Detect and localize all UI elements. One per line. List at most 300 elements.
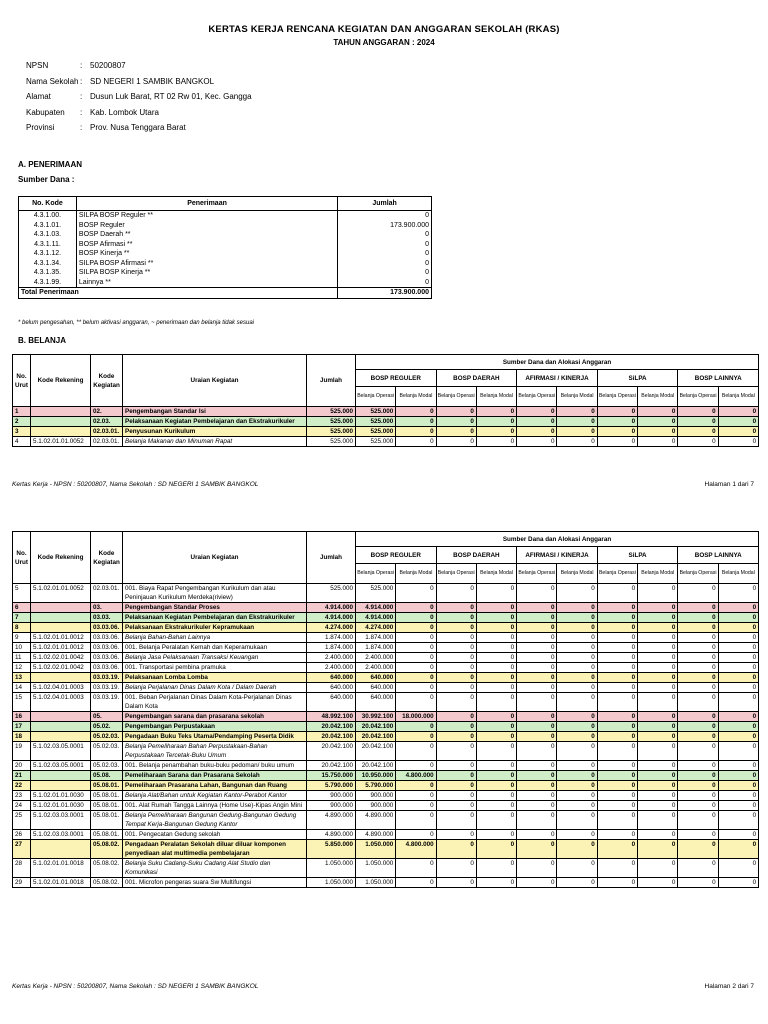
cell-alokasi: 0 — [597, 623, 637, 633]
cell-alokasi: 0 — [517, 673, 557, 683]
cell-alokasi: 0 — [517, 781, 557, 791]
cell-alokasi: 0 — [557, 840, 597, 859]
cell-no: 22 — [13, 781, 31, 791]
cell-alokasi: 0 — [436, 653, 476, 663]
cell-alokasi: 0 — [678, 417, 718, 427]
cell-no: 8 — [13, 623, 31, 633]
cell-uraian: 001. Belanja penambahan buku-buku pedoman/ buku umum — [123, 761, 307, 771]
cell-uraian: Pemeliharaan Prasarana Lahan, Bangunan dan Ruang — [123, 781, 307, 791]
cell-alokasi: 0 — [718, 781, 758, 791]
cell-jumlah: 2.400.000 — [307, 653, 356, 663]
cell-alokasi: 0 — [597, 742, 637, 761]
col-header-belanja-modal: Belanja Modal — [638, 564, 678, 584]
col-header-belanja-modal: Belanja Modal — [557, 387, 597, 407]
table-row — [19, 240, 432, 250]
col-header-fund-group: BOSP REGULER — [356, 547, 437, 564]
cell-alokasi: 0 — [678, 791, 718, 801]
cell-alokasi: 0 — [718, 771, 758, 781]
col-header-belanja-operasi: Belanja Operasi — [678, 387, 718, 407]
table-row — [13, 427, 759, 437]
cell-alokasi: 0 — [436, 603, 476, 613]
cell-no: 3 — [13, 427, 31, 437]
cell-alokasi: 0 — [476, 712, 516, 722]
cell-alokasi: 0 — [597, 407, 637, 417]
cell-jumlah: 15.750.000 — [307, 771, 356, 781]
cell-alokasi: 0 — [436, 781, 476, 791]
info-value: Dusun Luk Barat, RT 02 Rw 01, Kec. Gangga — [90, 92, 252, 102]
cell-alokasi: 0 — [597, 417, 637, 427]
cell-alokasi: 5.790.000 — [356, 781, 396, 791]
cell-alokasi: 0 — [638, 791, 678, 801]
cell-kode-kegiatan: 03.03.06. — [91, 633, 123, 643]
cell-alokasi: 0 — [436, 840, 476, 859]
sumber-dana-label: Sumber Dana : — [18, 175, 75, 184]
cell-alokasi: 0 — [476, 643, 516, 653]
cell-alokasi: 0 — [436, 742, 476, 761]
cell-alokasi: 0 — [396, 633, 436, 643]
col-header-fund-group: BOSP REGULER — [356, 370, 437, 387]
cell-alokasi: 1.050.000 — [356, 859, 396, 878]
cell-alokasi: 900.000 — [356, 791, 396, 801]
cell-alokasi: 4.890.000 — [356, 830, 396, 840]
cell-alokasi: 20.042.100 — [356, 742, 396, 761]
cell-alokasi: 0 — [597, 761, 637, 771]
cell-jumlah: 0 — [338, 259, 432, 269]
cell-alokasi: 0 — [517, 653, 557, 663]
cell-alokasi: 0 — [436, 643, 476, 653]
cell-kode-rekening: 5.1.02.03.05.0001 — [31, 742, 91, 761]
cell-kode-rekening — [31, 712, 91, 722]
col-header-belanja-operasi: Belanja Operasi — [597, 387, 637, 407]
cell-alokasi: 0 — [597, 830, 637, 840]
cell-alokasi: 0 — [517, 427, 557, 437]
cell-kode-rekening: 5.1.02.02.01.0042 — [31, 663, 91, 673]
cell-alokasi: 0 — [718, 683, 758, 693]
cell-alokasi: 0 — [597, 613, 637, 623]
cell-kode-kegiatan: 02.03.01. — [91, 584, 123, 603]
cell-jumlah: 525.000 — [307, 427, 356, 437]
cell-alokasi: 0 — [718, 722, 758, 732]
cell-alokasi: 0 — [396, 791, 436, 801]
cell-uraian: Pengembangan Standar Proses — [123, 603, 307, 613]
cell-alokasi: 0 — [557, 732, 597, 742]
cell-alokasi: 0 — [557, 742, 597, 761]
cell-kode-kegiatan: 05.08.01. — [91, 830, 123, 840]
cell-no: 5 — [13, 584, 31, 603]
table-row — [13, 407, 759, 417]
cell-jumlah: 525.000 — [307, 437, 356, 447]
col-header-belanja-operasi: Belanja Operasi — [356, 387, 396, 407]
cell-alokasi: 0 — [678, 722, 718, 732]
cell-kode-rekening — [31, 840, 91, 859]
cell-kode-rekening — [31, 623, 91, 633]
col-header-sumber-dana: Sumber Dana dan Alokasi Anggaran — [356, 355, 759, 370]
cell-jumlah: 900.000 — [307, 791, 356, 801]
col-header-belanja-modal: Belanja Modal — [638, 387, 678, 407]
cell-alokasi: 0 — [638, 427, 678, 437]
cell-no: 15 — [13, 693, 31, 712]
cell-alokasi: 0 — [718, 673, 758, 683]
cell-alokasi: 640.000 — [356, 673, 396, 683]
cell-alokasi: 0 — [678, 840, 718, 859]
cell-alokasi: 0 — [557, 859, 597, 878]
cell-jumlah: 4.914.000 — [307, 613, 356, 623]
table-row — [13, 878, 759, 888]
cell-alokasi: 0 — [597, 859, 637, 878]
cell-jumlah: 640.000 — [307, 673, 356, 683]
cell-jumlah: 1.050.000 — [307, 878, 356, 888]
cell-penerimaan: Lainnya ** — [76, 278, 337, 288]
cell-no: 23 — [13, 791, 31, 801]
cell-alokasi: 0 — [678, 732, 718, 742]
cell-kode-rekening: 5.1.02.01.01.0018 — [31, 859, 91, 878]
cell-alokasi: 0 — [436, 623, 476, 633]
cell-jumlah: 4.890.000 — [307, 811, 356, 830]
cell-uraian: Belanja Jasa Pelaksanaan Transaksi Keuangan — [123, 653, 307, 663]
info-colon: : — [80, 107, 83, 117]
cell-kode-kegiatan: 05.08.01. — [91, 791, 123, 801]
cell-jumlah: 4.914.000 — [307, 603, 356, 613]
cell-kode-rekening — [31, 673, 91, 683]
table-row — [13, 801, 759, 811]
cell-alokasi: 0 — [476, 811, 516, 830]
total-label: Total Penerimaan — [19, 288, 338, 299]
table-row — [13, 417, 759, 427]
cell-alokasi: 0 — [597, 712, 637, 722]
cell-alokasi: 0 — [638, 693, 678, 712]
cell-alokasi: 0 — [597, 437, 637, 447]
cell-kode-rekening: 5.1.02.01.01.0018 — [31, 878, 91, 888]
cell-kode-kegiatan: 05.02.03. — [91, 732, 123, 742]
cell-alokasi: 0 — [396, 742, 436, 761]
cell-jumlah: 5.850.000 — [307, 840, 356, 859]
cell-kode-kegiatan: 05.08.01. — [91, 801, 123, 811]
cell-kode-rekening — [31, 407, 91, 417]
footer-left: Kertas Kerja - NPSN : 50200807, Nama Sekolah : SD NEGERI 1 SAMBIK BANGKOL — [12, 983, 259, 990]
cell-kode-kegiatan: 03.03.06. — [91, 643, 123, 653]
cell-alokasi: 0 — [638, 878, 678, 888]
info-colon: : — [80, 76, 83, 86]
cell-alokasi: 0 — [597, 781, 637, 791]
info-value: Prov. Nusa Tenggara Barat — [90, 123, 186, 133]
cell-alokasi: 0 — [718, 633, 758, 643]
cell-kode: 4.3.1.34. — [19, 259, 77, 269]
cell-jumlah: 0 — [338, 211, 432, 221]
cell-alokasi: 0 — [476, 623, 516, 633]
cell-no: 9 — [13, 633, 31, 643]
cell-alokasi: 0 — [597, 722, 637, 732]
cell-alokasi: 0 — [638, 840, 678, 859]
table-row — [13, 584, 759, 603]
cell-jumlah: 5.790.000 — [307, 781, 356, 791]
cell-alokasi: 0 — [517, 663, 557, 673]
cell-alokasi: 0 — [597, 683, 637, 693]
cell-alokasi: 0 — [517, 791, 557, 801]
cell-alokasi: 0 — [517, 830, 557, 840]
cell-kode: 4.3.1.35. — [19, 268, 77, 278]
cell-uraian: Belanja Alat/Bahan untuk Kegiatan Kantor-Perabot Kantor — [123, 791, 307, 801]
cell-alokasi: 0 — [396, 878, 436, 888]
cell-alokasi: 0 — [678, 771, 718, 781]
col-header-uraian: Uraian Kegiatan — [123, 532, 307, 584]
cell-alokasi: 1.874.000 — [356, 633, 396, 643]
col-header-belanja-modal: Belanja Modal — [396, 387, 436, 407]
info-colon: : — [80, 92, 83, 102]
cell-jumlah: 173.900.000 — [338, 221, 432, 231]
cell-kode-kegiatan: 03.03.06. — [91, 623, 123, 633]
table-row — [19, 268, 432, 278]
cell-no: 6 — [13, 603, 31, 613]
cell-kode-rekening: 5.1.02.04.01.0003 — [31, 683, 91, 693]
cell-alokasi: 0 — [718, 801, 758, 811]
table-row — [13, 663, 759, 673]
cell-jumlah: 1.874.000 — [307, 633, 356, 643]
cell-alokasi: 0 — [718, 712, 758, 722]
cell-alokasi: 0 — [597, 663, 637, 673]
cell-alokasi: 0 — [678, 742, 718, 761]
cell-alokasi: 4.914.000 — [356, 613, 396, 623]
cell-alokasi: 0 — [476, 653, 516, 663]
cell-alokasi: 0 — [597, 878, 637, 888]
cell-alokasi: 0 — [476, 407, 516, 417]
cell-kode-kegiatan: 05.02. — [91, 722, 123, 732]
cell-alokasi: 0 — [436, 712, 476, 722]
cell-alokasi: 0 — [517, 878, 557, 888]
cell-alokasi: 0 — [476, 427, 516, 437]
cell-no: 2 — [13, 417, 31, 427]
col-header-belanja-modal: Belanja Modal — [476, 564, 516, 584]
footer-page-number: Halaman 1 dari 7 — [704, 481, 754, 488]
cell-alokasi: 0 — [718, 603, 758, 613]
cell-alokasi: 0 — [517, 712, 557, 722]
cell-alokasi: 0 — [638, 811, 678, 830]
info-value: SD NEGERI 1 SAMBIK BANGKOL — [90, 76, 215, 86]
col-header-belanja-operasi: Belanja Operasi — [356, 564, 396, 584]
table-row — [19, 259, 432, 269]
cell-alokasi: 2.400.000 — [356, 663, 396, 673]
table-row — [13, 603, 759, 613]
cell-alokasi: 640.000 — [356, 693, 396, 712]
cell-kode-rekening: 5.1.02.01.01.0012 — [31, 633, 91, 643]
cell-alokasi: 0 — [678, 613, 718, 623]
cell-alokasi: 0 — [396, 859, 436, 878]
cell-uraian: 001. Alat Rumah Tangga Lainnya (Home Use)-Kipas Angin Mini — [123, 801, 307, 811]
col-header-penerimaan: Penerimaan — [76, 197, 337, 211]
cell-kode-kegiatan: 03.03.06. — [91, 663, 123, 673]
table-row — [13, 673, 759, 683]
cell-alokasi: 0 — [557, 791, 597, 801]
table-row — [13, 613, 759, 623]
cell-alokasi: 0 — [396, 683, 436, 693]
cell-alokasi: 0 — [396, 603, 436, 613]
cell-alokasi: 0 — [476, 878, 516, 888]
cell-alokasi: 18.000.000 — [396, 712, 436, 722]
table-row — [13, 742, 759, 761]
cell-alokasi: 0 — [436, 663, 476, 673]
table-row — [13, 623, 759, 633]
cell-alokasi: 0 — [436, 427, 476, 437]
cell-alokasi: 0 — [638, 417, 678, 427]
cell-no: 13 — [13, 673, 31, 683]
cell-uraian: 001. Beban Perjalanan Dinas Dalam Kota-Perjalanan Dinas Dalam Kota — [123, 693, 307, 712]
cell-alokasi: 0 — [678, 673, 718, 683]
cell-kode-rekening: 5.1.02.01.01.0052 — [31, 437, 91, 447]
cell-alokasi: 0 — [678, 437, 718, 447]
cell-alokasi: 0 — [638, 742, 678, 761]
cell-alokasi: 0 — [436, 761, 476, 771]
cell-alokasi: 0 — [476, 663, 516, 673]
cell-alokasi: 0 — [557, 653, 597, 663]
cell-alokasi: 0 — [678, 623, 718, 633]
table-row — [13, 781, 759, 791]
table-row — [13, 633, 759, 643]
cell-alokasi: 0 — [678, 693, 718, 712]
cell-alokasi: 0 — [638, 623, 678, 633]
belanja-table-page-1 — [12, 354, 759, 447]
cell-alokasi: 525.000 — [356, 417, 396, 427]
cell-alokasi: 0 — [638, 761, 678, 771]
cell-alokasi: 0 — [557, 878, 597, 888]
cell-kode-kegiatan: 05.08. — [91, 771, 123, 781]
cell-jumlah: 2.400.000 — [307, 663, 356, 673]
cell-kode-rekening — [31, 722, 91, 732]
cell-alokasi: 0 — [638, 830, 678, 840]
cell-no: 27 — [13, 840, 31, 859]
cell-alokasi: 0 — [638, 437, 678, 447]
page-2 — [0, 528, 768, 1024]
cell-alokasi: 20.042.100 — [356, 732, 396, 742]
cell-kode-kegiatan: 02.03.01. — [91, 437, 123, 447]
cell-jumlah: 20.042.100 — [307, 761, 356, 771]
cell-uraian: Pemeliharaan Sarana dan Prasarana Sekolah — [123, 771, 307, 781]
cell-kode-rekening: 5.1.02.04.01.0003 — [31, 693, 91, 712]
cell-uraian: Pelaksanaan Ekstrakurikuler Kepramukaan — [123, 623, 307, 633]
cell-alokasi: 0 — [396, 673, 436, 683]
cell-alokasi: 0 — [638, 653, 678, 663]
cell-no: 26 — [13, 830, 31, 840]
cell-no: 4 — [13, 437, 31, 447]
cell-alokasi: 0 — [678, 878, 718, 888]
cell-penerimaan: SILPA BOSP Reguler ** — [76, 211, 337, 221]
cell-alokasi: 0 — [678, 811, 718, 830]
cell-uraian: Belanja Perjalanan Dinas Dalam Kota / Dalam Daerah — [123, 683, 307, 693]
table-row — [19, 211, 432, 221]
cell-kode-rekening — [31, 603, 91, 613]
cell-alokasi: 0 — [396, 584, 436, 603]
section-belanja: B. BELANJA — [18, 336, 67, 345]
cell-alokasi: 1.050.000 — [356, 878, 396, 888]
cell-uraian: 001. Pengecatan Gedung sekolah — [123, 830, 307, 840]
cell-no: 11 — [13, 653, 31, 663]
cell-alokasi: 0 — [597, 801, 637, 811]
info-row — [26, 58, 252, 74]
col-header-no-urut: No. Urut — [13, 355, 31, 407]
cell-alokasi: 0 — [436, 830, 476, 840]
cell-alokasi: 0 — [678, 830, 718, 840]
cell-alokasi: 0 — [638, 859, 678, 878]
cell-alokasi: 0 — [517, 584, 557, 603]
cell-alokasi: 0 — [517, 437, 557, 447]
cell-alokasi: 0 — [718, 643, 758, 653]
cell-kode-kegiatan: 05.02.03. — [91, 761, 123, 771]
cell-alokasi: 0 — [718, 761, 758, 771]
cell-alokasi: 0 — [597, 811, 637, 830]
cell-kode-kegiatan: 02.03. — [91, 417, 123, 427]
cell-alokasi: 640.000 — [356, 683, 396, 693]
cell-alokasi: 0 — [638, 732, 678, 742]
cell-alokasi: 1.050.000 — [356, 840, 396, 859]
cell-alokasi: 525.000 — [356, 427, 396, 437]
cell-alokasi: 0 — [396, 663, 436, 673]
cell-alokasi: 0 — [476, 437, 516, 447]
cell-alokasi: 0 — [678, 603, 718, 613]
cell-alokasi: 0 — [476, 859, 516, 878]
cell-uraian: Pengembangan sarana dan prasarana sekolah — [123, 712, 307, 722]
cell-kode-rekening: 5.1.02.03.03.0001 — [31, 830, 91, 840]
belanja-table-page-2 — [12, 531, 759, 888]
cell-kode-rekening: 5.1.02.01.01.0030 — [31, 791, 91, 801]
table-row — [13, 643, 759, 653]
cell-alokasi: 4.274.000 — [356, 623, 396, 633]
table-row — [13, 437, 759, 447]
cell-alokasi: 0 — [718, 840, 758, 859]
cell-alokasi: 0 — [517, 859, 557, 878]
cell-alokasi: 0 — [396, 830, 436, 840]
cell-alokasi: 0 — [597, 771, 637, 781]
cell-alokasi: 525.000 — [356, 584, 396, 603]
table-row — [19, 249, 432, 259]
cell-alokasi: 0 — [476, 603, 516, 613]
cell-kode: 4.3.1.99. — [19, 278, 77, 288]
cell-alokasi: 0 — [638, 683, 678, 693]
cell-penerimaan: BOSP Afirmasi ** — [76, 240, 337, 250]
cell-alokasi: 0 — [678, 653, 718, 663]
cell-alokasi: 0 — [436, 693, 476, 712]
cell-alokasi: 0 — [517, 722, 557, 732]
cell-kode-kegiatan: 03.03.19. — [91, 693, 123, 712]
penerimaan-table — [18, 196, 432, 299]
cell-alokasi: 0 — [517, 801, 557, 811]
cell-alokasi: 4.800.000 — [396, 840, 436, 859]
table-header-row — [13, 355, 759, 370]
cell-alokasi: 0 — [557, 693, 597, 712]
cell-alokasi: 0 — [517, 623, 557, 633]
table-header-row — [13, 532, 759, 547]
table-row — [13, 811, 759, 830]
cell-alokasi: 0 — [597, 427, 637, 437]
cell-alokasi: 4.890.000 — [356, 811, 396, 830]
cell-uraian: Belanja Pemeliharaan Bangunan Gedung-Bangunan Gedung Tempat Kerja-Bangunan Gedung Kantor — [123, 811, 307, 830]
cell-uraian: Pengembangan Perpustakaan — [123, 722, 307, 732]
cell-kode: 4.3.1.00. — [19, 211, 77, 221]
col-header-belanja-operasi: Belanja Operasi — [517, 387, 557, 407]
col-header-belanja-operasi: Belanja Operasi — [597, 564, 637, 584]
col-header-jumlah: Jumlah — [307, 532, 356, 584]
cell-alokasi: 0 — [476, 722, 516, 732]
table-header-row — [19, 197, 432, 211]
cell-alokasi: 0 — [396, 437, 436, 447]
col-header-fund-group: AFIRMASI / KINERJA — [517, 547, 598, 564]
cell-kode: 4.3.1.01. — [19, 221, 77, 231]
cell-alokasi: 0 — [557, 673, 597, 683]
cell-alokasi: 0 — [718, 742, 758, 761]
cell-alokasi: 0 — [597, 840, 637, 859]
cell-alokasi: 0 — [396, 781, 436, 791]
cell-alokasi: 0 — [638, 633, 678, 643]
info-label: Kabupaten — [26, 107, 65, 117]
cell-alokasi: 0 — [678, 633, 718, 643]
cell-alokasi: 0 — [557, 771, 597, 781]
